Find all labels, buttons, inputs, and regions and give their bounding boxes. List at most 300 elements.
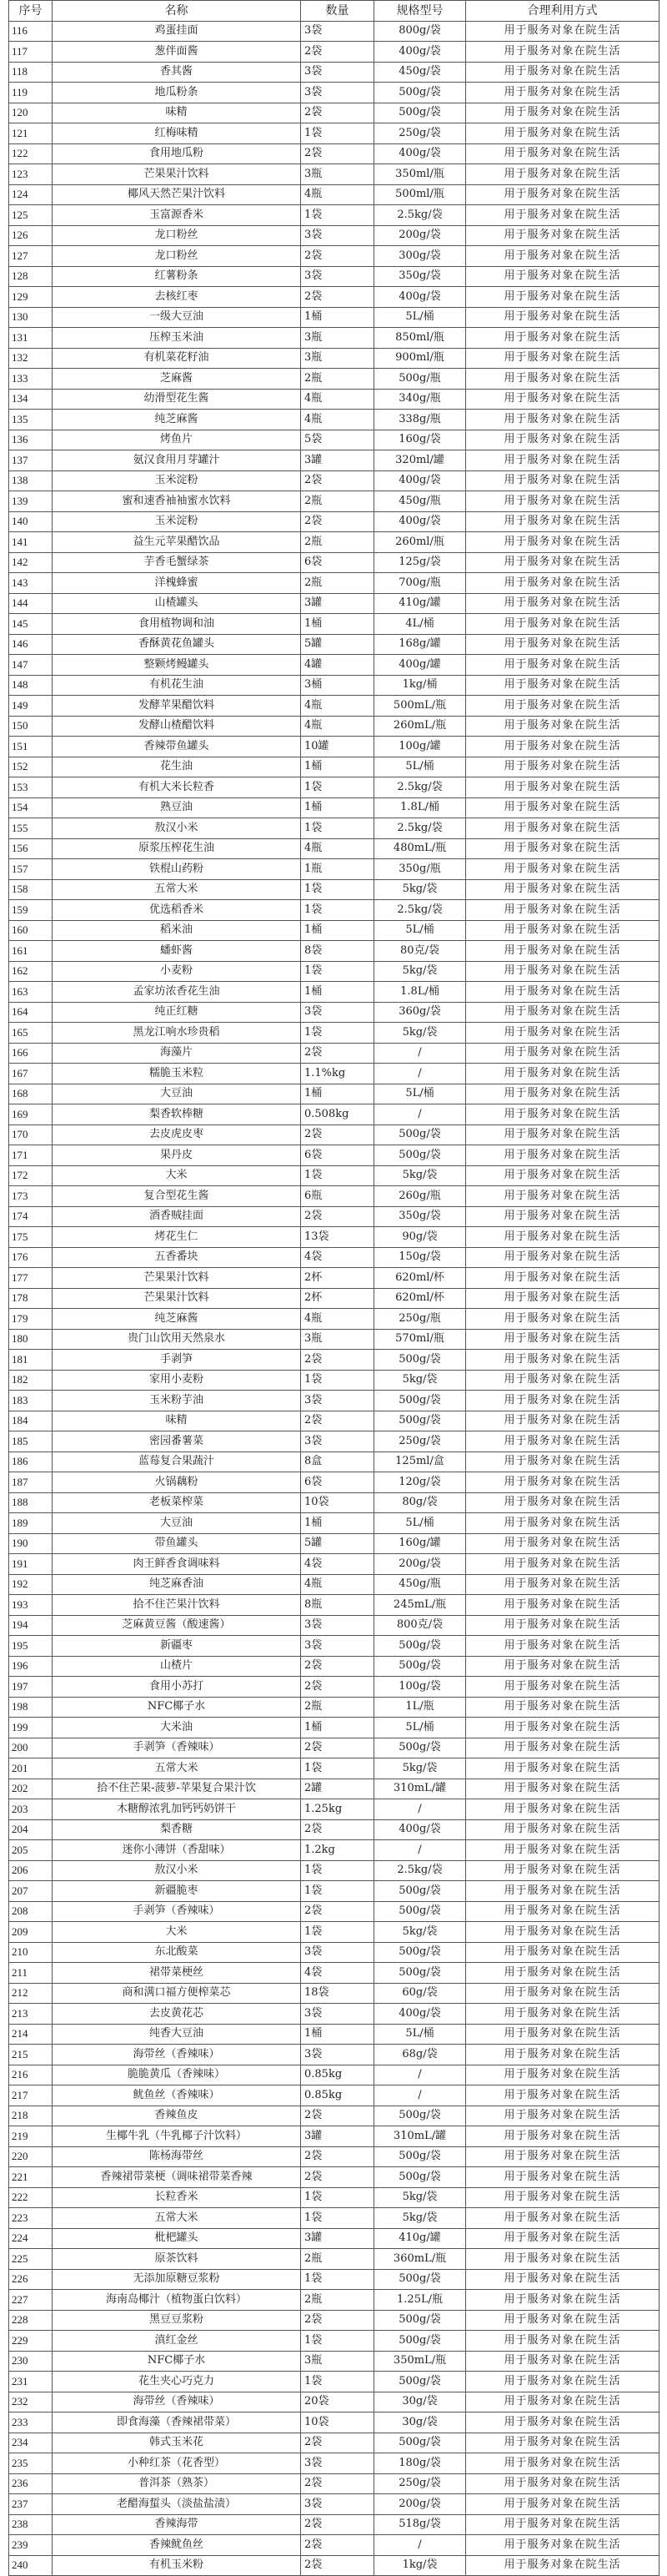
table-row: [9, 103, 659, 123]
cell-qty: 4袋: [301, 1247, 374, 1268]
cell-use: 用于服务对象在院生活: [466, 2249, 659, 2270]
cell-no: 213: [9, 2004, 53, 2025]
cell-no: 122: [9, 143, 53, 164]
table-row: [9, 1942, 659, 1963]
cell-spec: 5kg/袋: [374, 1370, 466, 1391]
cell-name: 香辣带鱼罐头: [53, 737, 301, 757]
cell-no: 132: [9, 348, 53, 369]
table-row: [9, 797, 659, 818]
cell-use: 用于服务对象在院生活: [466, 2228, 659, 2249]
cell-name: 蓝莓复合果蔬汁: [53, 1452, 301, 1472]
cell-no: 120: [9, 103, 53, 123]
cell-qty: 1袋: [301, 900, 374, 921]
cell-spec: 2.5kg/袋: [374, 777, 466, 798]
cell-spec: 500g/袋: [374, 83, 466, 103]
cell-name: 食用小苏打: [53, 1677, 301, 1698]
cell-no: 221: [9, 2167, 53, 2188]
table-row: [9, 511, 659, 532]
cell-qty: 2瓶: [301, 532, 374, 553]
table-row: [9, 328, 659, 349]
cell-use: 用于服务对象在院生活: [466, 532, 659, 553]
cell-no: 204: [9, 1819, 53, 1840]
cell-no: 198: [9, 1697, 53, 1718]
table-row: [9, 1983, 659, 2004]
table-row: [9, 920, 659, 941]
cell-name: 酒香贼挂面: [53, 1206, 301, 1227]
table-row: [9, 2412, 659, 2433]
cell-qty: 2袋: [301, 511, 374, 532]
table-row: [9, 1615, 659, 1636]
cell-use: 用于服务对象在院生活: [466, 348, 659, 369]
cell-use: 用于服务对象在院生活: [466, 1922, 659, 1943]
cell-name: 即食海藻（香辣裙带菜）: [53, 2412, 301, 2433]
cell-spec: 120g/袋: [374, 1472, 466, 1493]
cell-use: 用于服务对象在院生活: [466, 1431, 659, 1452]
cell-spec: 80g/袋: [374, 1492, 466, 1513]
cell-qty: 2袋: [301, 246, 374, 267]
cell-qty: 4瓶: [301, 716, 374, 737]
cell-spec: 90g/袋: [374, 1227, 466, 1248]
cell-spec: /: [374, 2065, 466, 2085]
table-row: [9, 21, 659, 42]
cell-no: 240: [9, 2555, 53, 2576]
cell-no: 139: [9, 491, 53, 512]
cell-no: 124: [9, 184, 53, 205]
cell-name: 纯正红糖: [53, 1002, 301, 1023]
cell-no: 154: [9, 797, 53, 818]
cell-qty: 2袋: [301, 42, 374, 63]
cell-qty: 1桶: [301, 982, 374, 1003]
table-row: [9, 83, 659, 103]
cell-name: 手剥笋（香辣味）: [53, 1901, 301, 1922]
cell-use: 用于服务对象在院生活: [466, 225, 659, 246]
cell-no: 156: [9, 838, 53, 859]
cell-qty: 2袋: [301, 1206, 374, 1227]
cell-spec: 360g/袋: [374, 1002, 466, 1023]
cell-qty: 2袋: [301, 470, 374, 491]
cell-use: 用于服务对象在院生活: [466, 1206, 659, 1227]
cell-spec: 400g/袋: [374, 287, 466, 308]
cell-use: 用于服务对象在院生活: [466, 450, 659, 471]
cell-qty: 1桶: [301, 797, 374, 818]
cell-qty: 2袋: [301, 1656, 374, 1677]
cell-use: 用于服务对象在院生活: [466, 879, 659, 900]
cell-no: 170: [9, 1124, 53, 1145]
cell-no: 133: [9, 369, 53, 390]
cell-qty: 2袋: [301, 2535, 374, 2556]
cell-qty: 8盒: [301, 1452, 374, 1472]
cell-use: 用于服务对象在院生活: [466, 83, 659, 103]
cell-spec: 150g/袋: [374, 1247, 466, 1268]
cell-qty: 5罐: [301, 634, 374, 655]
cell-spec: 5L/桶: [374, 1084, 466, 1104]
cell-no: 167: [9, 1064, 53, 1084]
cell-spec: 500g/袋: [374, 1901, 466, 1922]
cell-use: 用于服务对象在院生活: [466, 42, 659, 63]
cell-name: 龙口粉丝: [53, 225, 301, 246]
cell-qty: 1袋: [301, 2187, 374, 2208]
table-row: [9, 348, 659, 369]
cell-qty: 0.508kg: [301, 1104, 374, 1125]
cell-name: 山楂罐头: [53, 593, 301, 614]
cell-qty: 1袋: [301, 205, 374, 226]
table-row: [9, 777, 659, 798]
cell-no: 119: [9, 83, 53, 103]
cell-qty: 3袋: [301, 1615, 374, 1636]
cell-use: 用于服务对象在院生活: [466, 1819, 659, 1840]
cell-name: 大米油: [53, 1718, 301, 1738]
cell-no: 146: [9, 634, 53, 655]
cell-spec: 500g/袋: [374, 103, 466, 123]
table-row: [9, 737, 659, 757]
cell-spec: 250g/袋: [374, 2473, 466, 2494]
cell-use: 用于服务对象在院生活: [466, 2351, 659, 2372]
cell-name: 果丹皮: [53, 1145, 301, 1166]
cell-name: 地瓜粉条: [53, 83, 301, 103]
cell-name: 蟠虾酱: [53, 941, 301, 962]
cell-name: 贵门山饮用天然泉水: [53, 1329, 301, 1350]
cell-no: 121: [9, 123, 53, 144]
cell-qty: 13袋: [301, 1227, 374, 1248]
table-row: [9, 1472, 659, 1493]
cell-spec: 200g/袋: [374, 225, 466, 246]
cell-no: 194: [9, 1615, 53, 1636]
table-row: [9, 900, 659, 921]
table-row: [9, 1064, 659, 1084]
cell-qty: 3袋: [301, 1391, 374, 1411]
cell-spec: 500g/袋: [374, 1145, 466, 1166]
table-header: [9, 1, 659, 22]
cell-name: 香辣鱿鱼丝: [53, 2535, 301, 2556]
header-qty: 数量: [301, 1, 374, 22]
cell-name: 脆脆黄瓜（香辣味）: [53, 2065, 301, 2085]
cell-spec: 500g/袋: [374, 2269, 466, 2290]
table-row: [9, 2290, 659, 2311]
table-row: [9, 307, 659, 328]
table-row: [9, 1901, 659, 1922]
cell-qty: 3袋: [301, 2004, 374, 2025]
cell-use: 用于服务对象在院生活: [466, 1677, 659, 1698]
cell-spec: /: [374, 2535, 466, 2556]
table-row: [9, 2473, 659, 2494]
table-row: [9, 1206, 659, 1227]
cell-qty: 10袋: [301, 2412, 374, 2433]
cell-use: 用于服务对象在院生活: [466, 2126, 659, 2147]
cell-no: 192: [9, 1574, 53, 1595]
cell-name: 龙口粉丝: [53, 246, 301, 267]
cell-use: 用于服务对象在院生活: [466, 593, 659, 614]
cell-name: 芒果果汁饮料: [53, 1288, 301, 1309]
cell-qty: 2袋: [301, 2555, 374, 2576]
cell-spec: 800克/袋: [374, 1615, 466, 1636]
cell-use: 用于服务对象在院生活: [466, 1084, 659, 1104]
table-row: [9, 1023, 659, 1044]
table-row: [9, 655, 659, 676]
cell-name: 五常大米: [53, 879, 301, 900]
table-row: [9, 1165, 659, 1186]
cell-use: 用于服务对象在院生活: [466, 1247, 659, 1268]
cell-spec: 400g/罐: [374, 655, 466, 676]
cell-use: 用于服务对象在院生活: [466, 2045, 659, 2065]
cell-spec: 160g/袋: [374, 430, 466, 450]
cell-qty: 3袋: [301, 1942, 374, 1963]
cell-name: 有机花生油: [53, 675, 301, 696]
cell-no: 209: [9, 1922, 53, 1943]
cell-name: 梨香软棒糖: [53, 1104, 301, 1125]
cell-use: 用于服务对象在院生活: [466, 1002, 659, 1023]
cell-no: 223: [9, 2208, 53, 2229]
table-row: [9, 1309, 659, 1330]
cell-name: 新疆脆枣: [53, 1881, 301, 1902]
cell-name: 玉米粉芋油: [53, 1391, 301, 1411]
table-row: [9, 491, 659, 512]
cell-use: 用于服务对象在院生活: [466, 1554, 659, 1575]
cell-name: 芝麻黄豆酱（酸速酱）: [53, 1615, 301, 1636]
cell-no: 184: [9, 1411, 53, 1431]
cell-spec: 350mL/瓶: [374, 2351, 466, 2372]
cell-qty: 8瓶: [301, 1595, 374, 1616]
cell-qty: 3袋: [301, 21, 374, 42]
cell-use: 用于服务对象在院生活: [466, 737, 659, 757]
cell-name: NFC椰子水: [53, 2351, 301, 2372]
table-row: [9, 941, 659, 962]
table-row: [9, 2024, 659, 2045]
cell-name: 梨香糖: [53, 1819, 301, 1840]
cell-name: 食用地瓜粉: [53, 143, 301, 164]
cell-name: 花生夹心巧克力: [53, 2372, 301, 2392]
cell-qty: 2袋: [301, 1677, 374, 1698]
cell-no: 238: [9, 2514, 53, 2535]
cell-use: 用于服务对象在院生活: [466, 2392, 659, 2412]
cell-qty: 4瓶: [301, 696, 374, 717]
table-row: [9, 1370, 659, 1391]
cell-spec: 5L/桶: [374, 1718, 466, 1738]
cell-no: 232: [9, 2392, 53, 2412]
header-no: 序号: [9, 1, 53, 22]
table-row: [9, 2535, 659, 2556]
cell-name: 红梅味精: [53, 123, 301, 144]
cell-spec: 2.5kg/袋: [374, 1860, 466, 1881]
cell-spec: 200g/袋: [374, 1554, 466, 1575]
cell-qty: 2瓶: [301, 369, 374, 390]
cell-use: 用于服务对象在院生活: [466, 1615, 659, 1636]
cell-name: 老板菜榨菜: [53, 1492, 301, 1513]
cell-use: 用于服务对象在院生活: [466, 655, 659, 676]
cell-spec: 1.8L/桶: [374, 982, 466, 1003]
cell-name: 葱伴面酱: [53, 42, 301, 63]
table-row: [9, 1124, 659, 1145]
cell-no: 185: [9, 1431, 53, 1452]
table-row: [9, 1411, 659, 1431]
table-row: [9, 2453, 659, 2474]
cell-no: 168: [9, 1084, 53, 1104]
table-row: [9, 2187, 659, 2208]
cell-use: 用于服务对象在院生活: [466, 2167, 659, 2188]
cell-use: 用于服务对象在院生活: [466, 2024, 659, 2045]
cell-qty: 3桶: [301, 675, 374, 696]
table-row: [9, 634, 659, 655]
cell-spec: 400g/袋: [374, 143, 466, 164]
cell-qty: 3袋: [301, 2453, 374, 2474]
cell-use: 用于服务对象在院生活: [466, 2208, 659, 2229]
cell-no: 206: [9, 1860, 53, 1881]
cell-use: 用于服务对象在院生活: [466, 1472, 659, 1493]
cell-name: 香辣鱼皮: [53, 2106, 301, 2126]
table-row: [9, 1002, 659, 1023]
cell-spec: 1kg/桶: [374, 675, 466, 696]
cell-spec: 30g/袋: [374, 2392, 466, 2412]
cell-use: 用于服务对象在院生活: [466, 2412, 659, 2433]
cell-name: 益生元苹果醋饮品: [53, 532, 301, 553]
cell-spec: 500g/袋: [374, 2372, 466, 2392]
cell-name: 有机菜花籽油: [53, 348, 301, 369]
cell-qty: 3罐: [301, 450, 374, 471]
cell-qty: 1桶: [301, 1513, 374, 1534]
cell-no: 153: [9, 777, 53, 798]
cell-use: 用于服务对象在院生活: [466, 307, 659, 328]
cell-use: 用于服务对象在院生活: [466, 511, 659, 532]
table-row: [9, 1881, 659, 1902]
cell-spec: 400g/袋: [374, 2004, 466, 2025]
table-row: [9, 1329, 659, 1350]
cell-spec: 400g/袋: [374, 511, 466, 532]
cell-name: 大豆油: [53, 1084, 301, 1104]
table-row: [9, 1084, 659, 1104]
cell-qty: 1袋: [301, 2269, 374, 2290]
cell-name: 鱿鱼丝（香辣味）: [53, 2085, 301, 2106]
cell-spec: 2.5kg/袋: [374, 818, 466, 839]
table-row: [9, 2372, 659, 2392]
table-row: [9, 1492, 659, 1513]
cell-no: 189: [9, 1513, 53, 1534]
cell-qty: 3袋: [301, 1431, 374, 1452]
cell-no: 155: [9, 818, 53, 839]
cell-name: 烤花生仁: [53, 1227, 301, 1248]
cell-use: 用于服务对象在院生活: [466, 1104, 659, 1125]
cell-use: 用于服务对象在院生活: [466, 2290, 659, 2311]
cell-qty: 2瓶: [301, 491, 374, 512]
cell-name: 带鱼罐头: [53, 1533, 301, 1554]
cell-spec: 360mL/瓶: [374, 2249, 466, 2270]
table-row: [9, 205, 659, 226]
table-row: [9, 1145, 659, 1166]
cell-qty: 2袋: [301, 2473, 374, 2494]
cell-spec: 500mL/瓶: [374, 696, 466, 717]
cell-spec: 350ml/瓶: [374, 164, 466, 185]
cell-spec: 5kg/袋: [374, 2208, 466, 2229]
table-row: [9, 2085, 659, 2106]
cell-use: 用于服务对象在院生活: [466, 1452, 659, 1472]
cell-spec: 5kg/袋: [374, 961, 466, 982]
cell-spec: 350g/袋: [374, 266, 466, 287]
cell-spec: 260ml/瓶: [374, 532, 466, 553]
cell-no: 230: [9, 2351, 53, 2372]
cell-name: 海藻片: [53, 1043, 301, 1064]
cell-use: 用于服务对象在院生活: [466, 696, 659, 717]
cell-use: 用于服务对象在院生活: [466, 246, 659, 267]
cell-no: 183: [9, 1391, 53, 1411]
table-row: [9, 2269, 659, 2290]
table-row: [9, 470, 659, 491]
cell-qty: 3袋: [301, 1636, 374, 1657]
table-row: [9, 1533, 659, 1554]
cell-no: 214: [9, 2024, 53, 2045]
table-row: [9, 184, 659, 205]
table-row: [9, 430, 659, 450]
cell-no: 210: [9, 1942, 53, 1963]
table-row: [9, 1595, 659, 1616]
cell-no: 177: [9, 1268, 53, 1289]
cell-spec: 518g/袋: [374, 2514, 466, 2535]
cell-spec: 4L/桶: [374, 614, 466, 635]
cell-name: 迷你小薄饼（香甜味）: [53, 1840, 301, 1861]
cell-qty: 2袋: [301, 2433, 374, 2453]
cell-name: 黑龙江响水珍贵稻: [53, 1023, 301, 1044]
cell-name: 海带丝（香辣味）: [53, 2045, 301, 2065]
cell-no: 186: [9, 1452, 53, 1472]
cell-spec: 245mL/瓶: [374, 1595, 466, 1616]
cell-use: 用于服务对象在院生活: [466, 1860, 659, 1881]
cell-no: 173: [9, 1186, 53, 1207]
cell-no: 191: [9, 1554, 53, 1575]
cell-qty: 2瓶: [301, 2249, 374, 2270]
table-row: [9, 982, 659, 1003]
cell-qty: 3罐: [301, 2228, 374, 2249]
cell-qty: 1袋: [301, 961, 374, 982]
cell-use: 用于服务对象在院生活: [466, 491, 659, 512]
cell-qty: 2袋: [301, 143, 374, 164]
cell-no: 179: [9, 1309, 53, 1330]
cell-qty: 4瓶: [301, 184, 374, 205]
table-row: [9, 2004, 659, 2025]
table-row: [9, 614, 659, 635]
table-row: [9, 1452, 659, 1472]
cell-qty: 2罐: [301, 1779, 374, 1799]
cell-no: 128: [9, 266, 53, 287]
cell-qty: 2瓶: [301, 2290, 374, 2311]
cell-name: 芒果果汁饮料: [53, 1268, 301, 1289]
cell-no: 149: [9, 696, 53, 717]
cell-no: 182: [9, 1370, 53, 1391]
cell-spec: 500g/袋: [374, 1881, 466, 1902]
cell-use: 用于服务对象在院生活: [466, 900, 659, 921]
cell-name: 裙带菜梗丝: [53, 1963, 301, 1984]
cell-use: 用于服务对象在院生活: [466, 2106, 659, 2126]
table-row: [9, 246, 659, 267]
cell-name: 拾不住芒果汁饮料: [53, 1595, 301, 1616]
cell-spec: 500g/袋: [374, 1636, 466, 1657]
cell-name: 孟家坊浓香花生油: [53, 982, 301, 1003]
cell-use: 用于服务对象在院生活: [466, 1268, 659, 1289]
cell-no: 144: [9, 593, 53, 614]
table-row: [9, 450, 659, 471]
cell-name: 陈杨海带丝: [53, 2146, 301, 2167]
table-row: [9, 1697, 659, 1718]
cell-name: 铁棍山药粉: [53, 859, 301, 880]
cell-name: 发酵苹果醋饮料: [53, 696, 301, 717]
cell-spec: 410g/罐: [374, 593, 466, 614]
cell-spec: 500g/袋: [374, 1411, 466, 1431]
table-row: [9, 1431, 659, 1452]
cell-use: 用于服务对象在院生活: [466, 143, 659, 164]
cell-qty: 4罐: [301, 655, 374, 676]
cell-use: 用于服务对象在院生活: [466, 1881, 659, 1902]
table-row: [9, 2310, 659, 2331]
cell-no: 142: [9, 552, 53, 573]
cell-use: 用于服务对象在院生活: [466, 21, 659, 42]
cell-name: 芒果果汁饮料: [53, 164, 301, 185]
table-row: [9, 879, 659, 900]
